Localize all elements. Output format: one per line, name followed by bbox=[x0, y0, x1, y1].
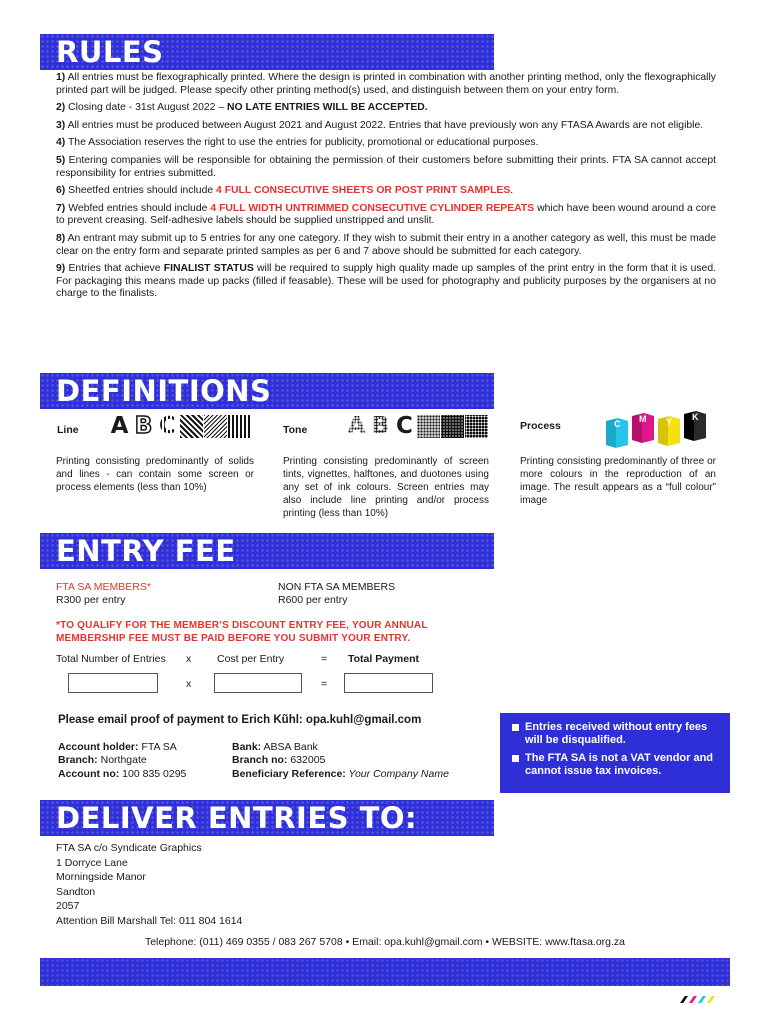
address-line: FTA SA c/o Syndicate Graphics bbox=[56, 842, 202, 854]
bank-details-right bbox=[232, 741, 449, 781]
cube-letter-c: C bbox=[614, 419, 621, 429]
note-item: Entries received without entry fees will be disqualified. bbox=[512, 721, 720, 747]
footer-contact: Telephone: (011) 469 0355 / 083 267 5708 • Email: opa.kuhl@gmail.com • WEBSITE: www.ftasa.org.za bbox=[144, 936, 626, 948]
payment-notes-box bbox=[500, 713, 730, 793]
tone-letter-c: C bbox=[396, 413, 413, 439]
line-pattern-box bbox=[204, 415, 227, 438]
bullet-square-icon bbox=[512, 724, 519, 731]
account-number: Account no: 100 835 0295 bbox=[58, 767, 187, 780]
members-price: R300 per entry bbox=[56, 594, 126, 606]
branch: Branch: Northgate bbox=[58, 754, 147, 767]
total-entries-label: Total Number of Entries bbox=[56, 653, 166, 665]
fta-logo-icon bbox=[680, 996, 715, 1003]
membership-notice: *TO QUALIFY FOR THE MEMBER’S DISCOUNT ENTRY FEE, YOUR ANNUAL MEMBERSHIP FEE MUST BE PAID BEFORE YOU SUBMIT YOUR ENTRY. bbox=[56, 620, 428, 644]
non-members-pricing bbox=[278, 581, 395, 607]
rule-item: 4) The Association reserves the right to use the entries for publicity, promotional or educational purposes. bbox=[56, 137, 539, 149]
delivery-address bbox=[56, 841, 242, 929]
rules-banner bbox=[40, 34, 494, 70]
rule-item: 7) Webfed entries should include 4 FULL WIDTH UNTRIMMED CONSECUTIVE CYLINDER REPEATS which have been wound around a core to prevent creasing. Self-adhesive labels should be supplied unstripped and unslit. bbox=[56, 202, 716, 227]
rule-item: 2) Closing date - 31st August 2022 – NO LATE ENTRIES WILL BE ACCEPTED. bbox=[56, 102, 428, 114]
rule-item: 1) All entries must be flexographically printed. Where the design is printed in combination with another printing method, only the flexographically printed part will be judged. Please specify other printing method(s) used, and distinguish between them on your entry form. bbox=[56, 72, 716, 96]
equals-sign: = bbox=[321, 653, 328, 665]
non-members-price: R600 per entry bbox=[278, 594, 348, 606]
entry-fee-banner bbox=[40, 533, 494, 569]
line-sample-graphic bbox=[108, 415, 251, 438]
line-letter-a: A bbox=[110, 413, 129, 439]
cube-letter-k: K bbox=[692, 412, 699, 422]
tone-pattern-box bbox=[441, 415, 464, 438]
tone-pattern-box bbox=[417, 415, 440, 438]
rule-item: 5) Entering companies will be responsible for obtaining the permission of their customers before submitting their prints. FTA SA cannot accept responsibility for entries submitted. bbox=[56, 154, 716, 179]
definitions-heading: DEFINITIONS bbox=[56, 374, 272, 408]
tone-title: Tone bbox=[283, 424, 308, 436]
beneficiary-reference: Beneficiary Reference: Your Company Name bbox=[232, 767, 449, 780]
rules-list bbox=[56, 72, 716, 306]
address-line: 1 Dorryce Lane bbox=[56, 856, 128, 869]
definitions-banner bbox=[40, 373, 494, 409]
tone-description: Printing consisting predominantly of screen tints, vignettes, halftones, and duotones using any set of ink colours. Screen entries may also include line printing and/or process printing (less than 10%) bbox=[283, 456, 489, 519]
line-pattern-box bbox=[180, 415, 203, 438]
address-line: Sandton bbox=[56, 885, 96, 898]
non-members-label: NON FTA SA MEMBERS bbox=[278, 581, 396, 593]
line-title: Line bbox=[57, 424, 79, 436]
footer-bar bbox=[40, 958, 730, 986]
times-sign: x bbox=[186, 653, 192, 665]
total-entries-field[interactable] bbox=[68, 673, 158, 693]
note-item: The FTA SA is not a VAT vendor and cannot issue tax invoices. bbox=[512, 752, 720, 778]
line-description: Printing consisting predominantly of solids and lines - can contain some screen or process elements (less than 10%) bbox=[56, 456, 254, 493]
entry-fee-heading: ENTRY FEE bbox=[56, 534, 236, 568]
cost-per-entry-label: Cost per Entry bbox=[217, 653, 285, 665]
bank-name: Bank: ABSA Bank bbox=[232, 741, 318, 753]
cost-per-entry-field[interactable] bbox=[214, 673, 302, 693]
deliver-heading: DELIVER ENTRIES TO: bbox=[56, 801, 418, 835]
line-letter-b: B bbox=[134, 413, 153, 439]
total-payment-label: Total Payment bbox=[348, 653, 419, 665]
process-cmyk-cubes bbox=[606, 408, 716, 452]
rule-item: 9) Entries that achieve FINALIST STATUS will be required to supply high quality made up samples of the print entry in the form that it is used. For packaging this means made up packs (filled if feasable). These will be used for photography and publicity purposes by the organisers at no charge to the finalists. bbox=[56, 263, 716, 300]
address-line: 2057 bbox=[56, 900, 80, 913]
account-holder: Account holder: FTA SA bbox=[58, 741, 177, 753]
members-label: FTA SA MEMBERS* bbox=[56, 581, 151, 593]
cube-letter-m: M bbox=[639, 414, 647, 424]
tone-sample-graphic bbox=[345, 415, 488, 438]
bank-details-left bbox=[58, 741, 186, 781]
members-pricing bbox=[56, 581, 151, 607]
process-description: Printing consisting predominantly of three or more colours in the reproduction of an image. The result appears as a “full colour” image bbox=[520, 456, 716, 506]
tone-letter-a: A bbox=[345, 415, 368, 438]
address-line: Attention Bill Marshall Tel: 011 804 1614 bbox=[56, 914, 243, 927]
line-letter-c: C bbox=[156, 415, 179, 438]
rules-heading: RULES bbox=[56, 35, 164, 69]
bullet-square-icon bbox=[512, 755, 519, 762]
deliver-banner bbox=[40, 800, 494, 836]
rule-item: 3) All entries must be produced between August 2021 and August 2022. Entries that have previously won any FTASA Awards are not eligible. bbox=[56, 119, 704, 131]
times-sign: x bbox=[186, 678, 192, 690]
branch-number: Branch no: 632005 bbox=[232, 754, 326, 767]
tone-pattern-box bbox=[465, 415, 488, 438]
line-pattern-box bbox=[228, 415, 251, 438]
rule-item: 6) Sheetfed entries should include 4 FULL CONSECUTIVE SHEETS OR POST PRINT SAMPLES. bbox=[56, 185, 514, 197]
process-title: Process bbox=[520, 420, 561, 432]
address-line: Morningside Manor bbox=[56, 871, 146, 884]
equals-sign: = bbox=[321, 678, 328, 690]
payment-email-line: Please email proof of payment to Erich Kũhl: opa.kuhl@gmail.com bbox=[58, 714, 422, 726]
tone-letter-b: B bbox=[369, 415, 392, 438]
total-payment-field[interactable] bbox=[344, 673, 433, 693]
cube-letter-y: Y bbox=[666, 417, 673, 427]
rule-item: 8) An entrant may submit up to 5 entries for any one category. If they wish to submit their entry in a another category as well, this must be made clear on the entry form and separate printed samples as per 6 and 7 above should be submitted for each category. bbox=[56, 232, 716, 257]
